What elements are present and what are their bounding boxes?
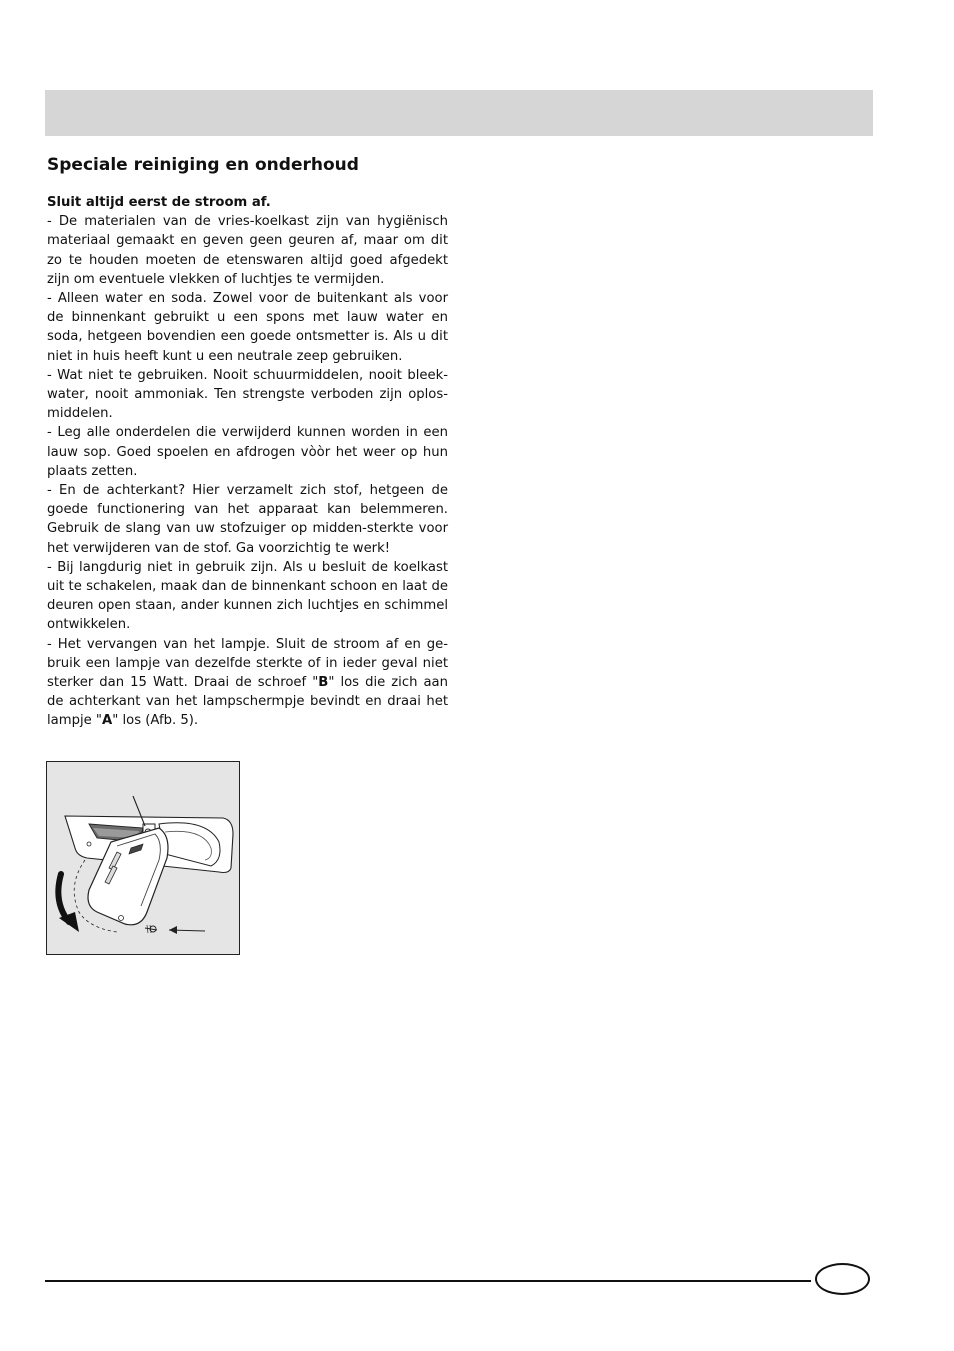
lamp-text-part3: " los (Afb. 5). xyxy=(112,713,199,729)
paragraph-not-to-use: - Wat niet te gebruiken. Nooit schuurmiddelen, nooit bleek-water, nooit ammoniak. Ten strengste verboden zijn oplos-middelen. xyxy=(47,367,448,422)
paragraph-materials: - De materialen van de vries-koelkast zijn van hygiënisch materiaal gemaakt en geven geen geuren af, maar om dit zo te houden moeten de etenswaren altijd goed afgedekt zijn om eventuele vlekken of luchtjes te vermijden. xyxy=(47,214,448,287)
section-title: Speciale reiniging en onderhoud xyxy=(47,155,359,175)
body-text xyxy=(47,193,448,731)
paragraph-long-disuse: - Bij langdurig niet in gebruik zijn. Als u besluit de koelkast uit te schakelen, maak dan de binnenkant schoon en laat de deuren open staan, ander kunnen zich luchtjes en schimmel ontwikkelen. xyxy=(47,559,448,633)
paragraph-power-off: Sluit altijd eerst de stroom af. xyxy=(47,195,271,210)
paragraph-removable-parts: - Leg alle onderdelen die verwijderd kunnen worden in een lauw sop. Goed spoelen en afdrogen vòòr het weer op hun plaats zetten. xyxy=(47,425,448,479)
lamp-cover-illustration xyxy=(47,762,239,954)
lamp-text-part2: " los die zich aan de achterkant van het lampschermpje bevindt en draai het lampje " xyxy=(47,675,448,729)
paragraph-back-side: - En de achterkant? Hier verzamelt zich stof, hetgeen de goede functionering van het apparaat kan belemmeren. Gebruik de slang van uw stofzuiger op midden-sterkte voor het verwijderen van de stof. Ga voorzichtig te werk! xyxy=(47,483,448,556)
lamp-text-part1: - Het vervangen van het lampje. Sluit de stroom af en ge-bruik een lampje van dezelfde sterkte of in ieder geval niet sterker dan 15 Watt. Draai de schroef " xyxy=(47,636,448,691)
lamp-cover-figure xyxy=(46,761,240,955)
page-number-oval xyxy=(815,1263,870,1295)
header-band xyxy=(45,90,873,136)
footer-rule xyxy=(45,1280,811,1282)
label-b: B xyxy=(318,675,329,691)
paragraph-water-soda: - Alleen water en soda. Zowel voor de buitenkant als voor de binnenkant gebruikt u een spons met lauw water en soda, hetgeen bovendien een goede ontsmetter is. Als u dit niet in huis heeft kunt u een neutrale zeep gebruiken. xyxy=(47,291,448,364)
label-a: A xyxy=(102,713,113,729)
paragraph-lamp-replacement xyxy=(47,635,448,731)
